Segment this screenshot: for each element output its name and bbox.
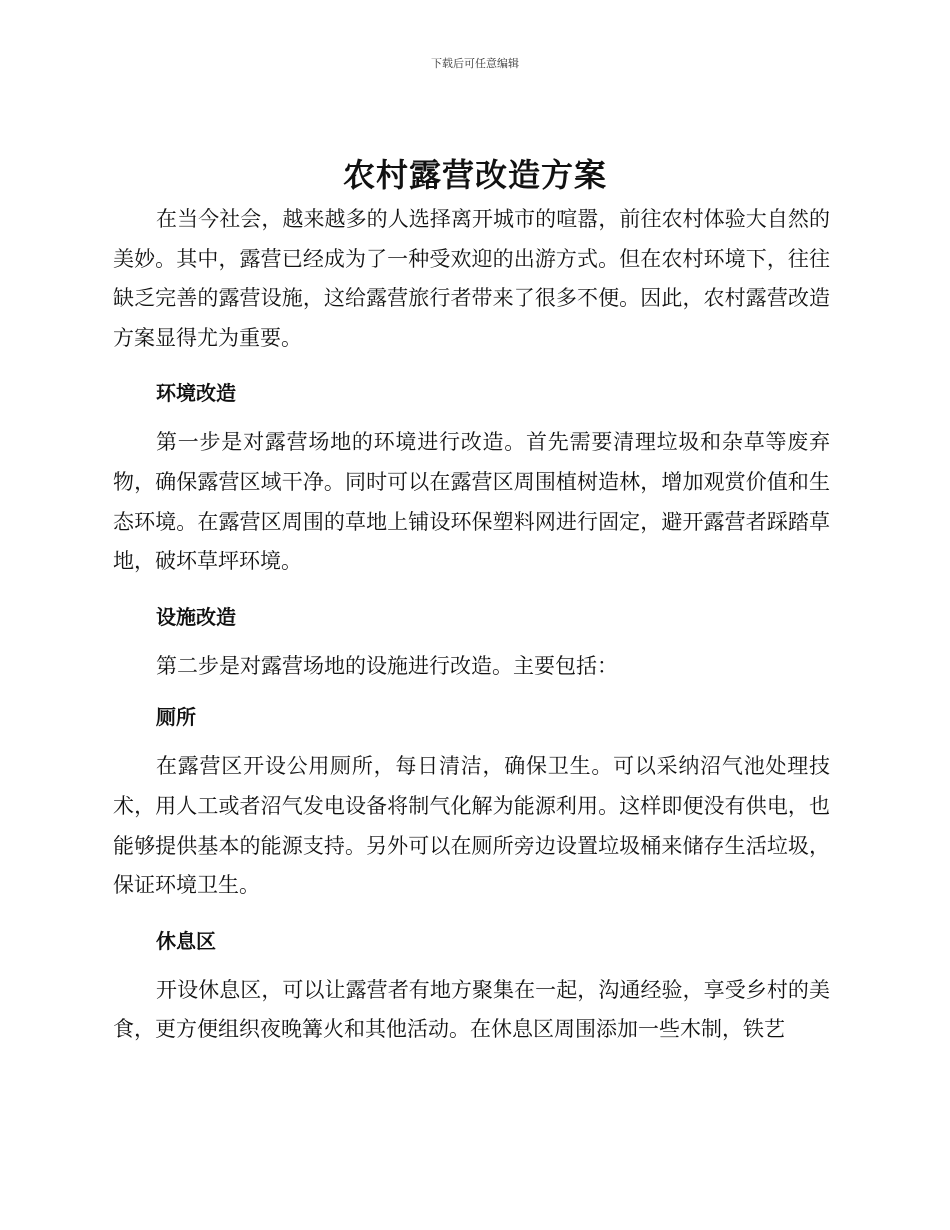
facility-paragraph: 第二步是对露营场地的设施进行改造。主要包括： [156,653,618,678]
section-heading-toilet: 厕所 [156,705,196,730]
intro-paragraph: 在当今社会，越来越多的人选择离开城市的喧嚣，前往农村体验大自然的美妙。其中，露营已经成为了一种受欢迎的出游方式。但在农村环境下，往往缺乏完善的露营设施，这给露营旅行者带来了很多不便。因此，农村露营改造方案显得尤为重要。 [113,207,830,350]
toilet-paragraph: 在露营区开设公用厕所，每日清洁，确保卫生。可以采纳沼气池处理技术，用人工或者沼气发电设备将制气化解为能源利用。这样即便没有供电，也能够提供基本的能源支持。另外可以在厕所旁边设置垃圾桶来储存生活垃圾，保证环境卫生。 [113,754,830,898]
page-header: 下载后可任意编辑 [431,57,519,70]
section-heading-facility: 设施改造 [156,604,236,629]
rest-area-paragraph: 开设休息区，可以让露营者有地方聚集在一起，沟通经验，享受乡村的美食，更方便组织夜晚篝火和其他活动。在休息区周围添加一些木制，铁艺 [113,977,830,1042]
section-heading-environment: 环境改造 [156,381,236,406]
environment-paragraph: 第一步是对露营场地的环境进行改造。首先需要清理垃圾和杂草等废弃物，确保露营区域干净。同时可以在露营区周围植树造林，增加观赏价值和生态环境。在露营区周围的草地上铺设环保塑料网进行固定，避开露营者踩踏草地，破坏草坪环境。 [113,430,830,574]
document-title: 农村露营改造方案 [342,156,607,194]
section-heading-rest-area: 休息区 [156,928,216,953]
document-body [113,200,830,1050]
